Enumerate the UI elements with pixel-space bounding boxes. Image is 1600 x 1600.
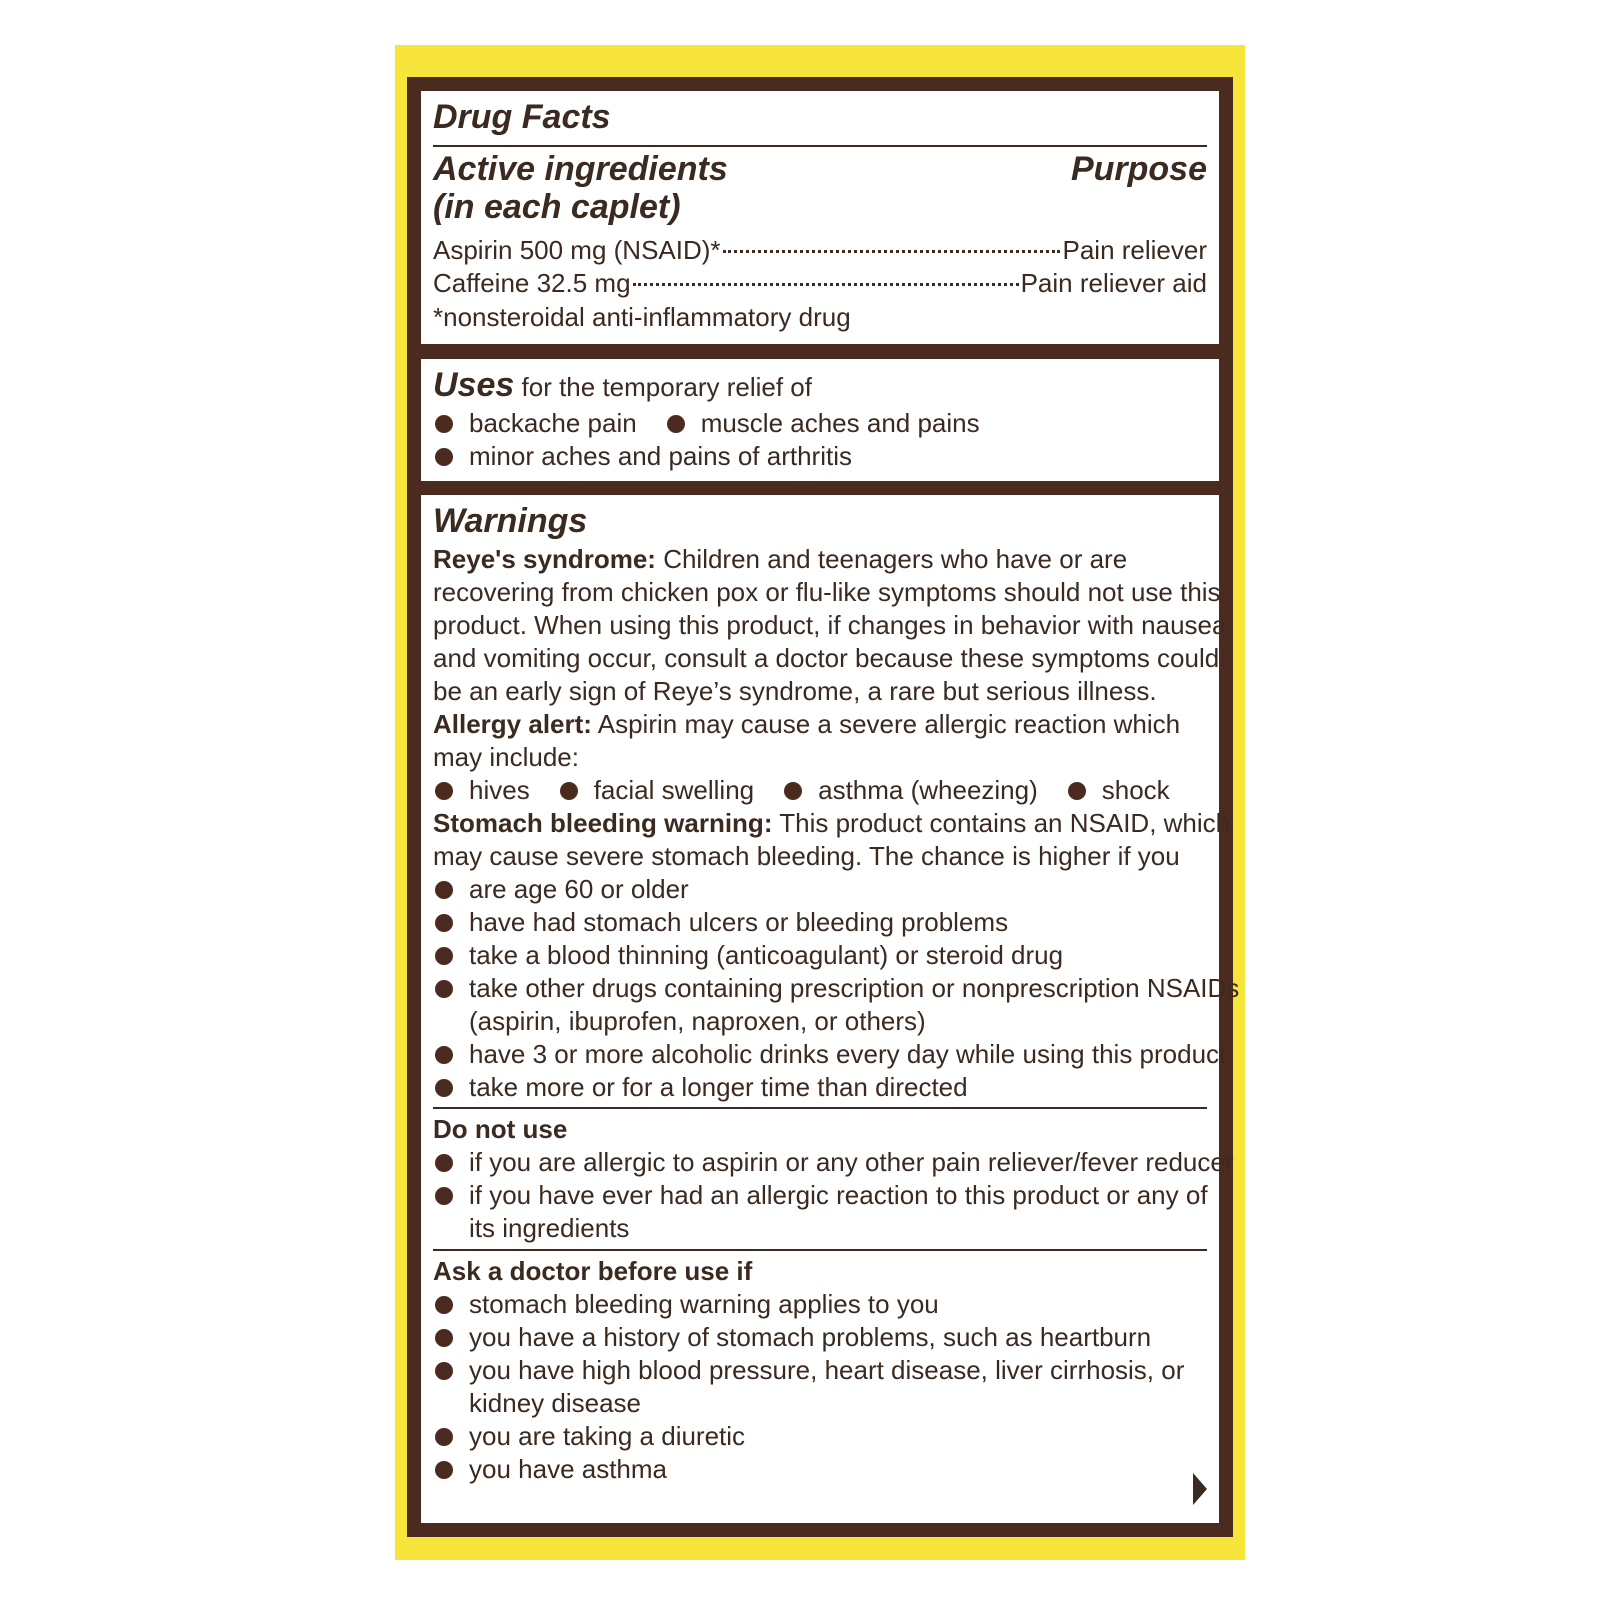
list-item	[435, 1288, 939, 1321]
reyes-line	[433, 543, 1127, 576]
list-item-text: you have a history of stomach problems, such as heartburn	[469, 1322, 1152, 1352]
list-item-text: take other drugs containing prescription or nonprescription NSAIDs	[469, 973, 1240, 1003]
do-not-use-heading: Do not use	[433, 1114, 568, 1144]
ingredient-purpose: Pain reliever	[1062, 235, 1207, 265]
allergy-item: asthma (wheezing)	[818, 775, 1038, 805]
drug-facts-frame	[407, 77, 1240, 1537]
list-item-text: take more or for a longer time than directed	[469, 1072, 968, 1102]
uses-panel	[421, 359, 1219, 481]
list-item-text: you are taking a diuretic	[469, 1421, 746, 1451]
stomach-line	[433, 807, 1230, 840]
list-item-continuation: its ingredients	[469, 1213, 630, 1243]
list-item	[435, 873, 689, 906]
list-item-continuation: (aspirin, ibuprofen, naproxen, or others)	[469, 1006, 926, 1036]
list-item	[435, 1179, 1208, 1212]
uses-row	[435, 407, 980, 440]
allergy-items	[435, 774, 1170, 807]
list-item	[435, 1354, 1184, 1387]
uses-intro: for the temporary relief of	[521, 372, 812, 402]
bullet-icon	[435, 1296, 453, 1314]
allergy-text: Aspirin may cause a severe allergic reaction which	[597, 709, 1181, 739]
list-item-text: stomach bleeding warning applies to you	[469, 1289, 939, 1319]
allergy-label: Allergy alert:	[433, 709, 592, 739]
bullet-icon	[435, 1461, 453, 1479]
purpose-heading: Purpose	[1070, 150, 1207, 188]
list-item-text: are age 60 or older	[469, 874, 689, 904]
bullet-icon	[435, 782, 453, 800]
uses-row	[435, 440, 852, 473]
bullet-icon	[1068, 782, 1086, 800]
list-item	[435, 1321, 1151, 1354]
list-item-text: if you have ever had an allergic reaction to this product or any of	[469, 1180, 1208, 1210]
stomach-label: Stomach bleeding warning:	[433, 808, 773, 838]
reyes-text: recovering from chicken pox or flu-like symptoms should not use this	[433, 577, 1221, 607]
reyes-label: Reye's syndrome:	[433, 544, 656, 574]
list-item	[435, 906, 1008, 939]
use-item: backache pain	[469, 408, 637, 438]
bullet-icon	[435, 947, 453, 965]
list-item	[435, 1071, 968, 1104]
section-divider	[433, 1249, 1207, 1251]
ingredient-name: Caffeine 32.5 mg	[433, 268, 631, 298]
bullet-icon	[435, 1154, 453, 1172]
list-item	[435, 1453, 667, 1486]
list-item	[435, 972, 1239, 1005]
bullet-icon	[435, 980, 453, 998]
bullet-icon	[435, 448, 453, 466]
list-item-continuation: kidney disease	[469, 1388, 641, 1418]
reyes-text: Children and teenagers who have or are	[663, 544, 1128, 574]
bullet-icon	[435, 415, 453, 433]
warnings-panel	[421, 495, 1240, 1523]
title-divider	[433, 145, 1207, 147]
reyes-text: and vomiting occur, consult a doctor because these symptoms could	[433, 643, 1220, 673]
allergy-item: shock	[1101, 775, 1170, 805]
section-divider	[433, 1107, 1207, 1109]
list-item	[435, 939, 1063, 972]
list-item	[435, 1146, 1234, 1179]
bullet-icon	[435, 881, 453, 899]
ingredient-row	[433, 234, 1207, 267]
right-triangle-icon	[1193, 1473, 1207, 1505]
list-item-text: have 3 or more alcoholic drinks every day while using this product	[469, 1039, 1227, 1069]
ingredient-purpose: Pain reliever aid	[1020, 268, 1207, 298]
active-ingredients-subheading: (in each caplet)	[433, 188, 681, 226]
ingredient-name: Aspirin 500 mg (NSAID)*	[433, 235, 721, 265]
ask-doctor-heading: Ask a doctor before use if	[433, 1256, 753, 1286]
stomach-text: may cause severe stomach bleeding. The chance is higher if you	[433, 841, 1180, 871]
bullet-icon	[435, 1046, 453, 1064]
use-item: minor aches and pains of arthritis	[469, 441, 852, 471]
bullet-icon	[435, 1362, 453, 1380]
list-item-text: you have asthma	[469, 1454, 668, 1484]
list-item	[435, 1038, 1226, 1071]
allergy-line	[433, 708, 1180, 741]
stomach-text: This product contains an NSAID, which	[779, 808, 1231, 838]
bullet-icon	[435, 1428, 453, 1446]
bullet-icon	[435, 1187, 453, 1205]
bullet-icon	[435, 914, 453, 932]
list-item-text: have had stomach ulcers or bleeding problems	[469, 907, 1009, 937]
ingredient-row	[433, 267, 1207, 300]
list-item-text: if you are allergic to aspirin or any other pain reliever/fever reducer	[469, 1147, 1234, 1177]
package-panel	[395, 45, 1245, 1560]
allergy-text: may include:	[433, 742, 579, 772]
allergy-item: hives	[469, 775, 530, 805]
leader-dots	[633, 283, 1019, 286]
leader-dots	[723, 250, 1061, 253]
bullet-icon	[435, 1079, 453, 1097]
bullet-icon	[435, 1329, 453, 1347]
list-item-text: you have high blood pressure, heart disease, liver cirrhosis, or	[469, 1355, 1185, 1385]
uses-heading: Uses	[433, 366, 515, 404]
list-item-text: take a blood thinning (anticoagulant) or steroid drug	[469, 940, 1064, 970]
use-item: muscle aches and pains	[700, 408, 980, 438]
bullet-icon	[560, 782, 578, 800]
active-ingredients-heading: Active ingredients	[433, 150, 728, 188]
footnote: *nonsteroidal anti-inflammatory drug	[433, 302, 851, 332]
warnings-heading: Warnings	[433, 502, 588, 540]
bullet-icon	[784, 782, 802, 800]
uses-line	[433, 367, 812, 404]
allergy-item: facial swelling	[593, 775, 755, 805]
list-item	[435, 1420, 745, 1453]
reyes-text: be an early sign of Reye’s syndrome, a rare but serious illness.	[433, 676, 1157, 706]
bullet-icon	[667, 415, 685, 433]
reyes-text: product. When using this product, if changes in behavior with nausea	[433, 610, 1227, 640]
active-ingredients-panel	[421, 91, 1219, 344]
drug-facts-title: Drug Facts	[433, 98, 611, 136]
